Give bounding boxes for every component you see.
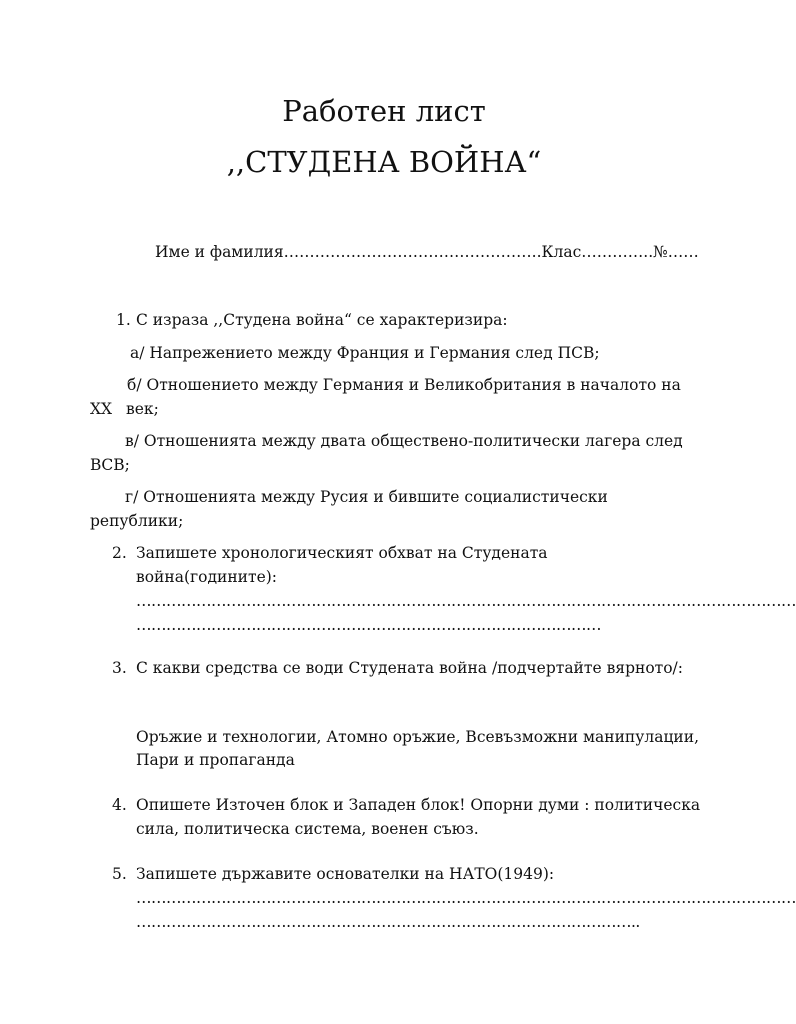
question-2-answer-line-2: …………………………………………………………………………………: [136, 616, 601, 634]
question-2-number: 2.: [112, 544, 127, 562]
question-3-answers-cont: Пари и пропаганда: [136, 751, 295, 769]
question-1-option-d-cont: републики;: [90, 512, 184, 530]
question-4-text: Опишете Източен блок и Западен блок! Опорни думи : политическа: [136, 796, 701, 814]
question-3-answers: Оръжие и технологии, Атомно оръжие, Всевъзможни манипулации,: [136, 728, 700, 746]
name-class-line: Име и фамилия…………………………………………..Клас…………..№……: [155, 243, 699, 261]
question-5-text: Запишете държавите основателки на НАТО(1949):: [136, 865, 555, 883]
worksheet-subtitle: ,,СТУДЕНА ВОЙНА“: [226, 145, 542, 179]
question-1-option-c-cont: ВСВ;: [90, 456, 130, 474]
question-5-answer-line-2: ………………………………………………………………………………………..: [136, 913, 640, 931]
question-4-number: 4.: [112, 796, 127, 814]
worksheet-title: Работен лист: [282, 94, 486, 128]
question-3-text: С какви средства се води Студената война /подчертайте вярното/:: [136, 659, 684, 677]
question-5-number: 5.: [112, 865, 127, 883]
question-1-option-d: г/ Отношенията между Русия и бившите социалистически: [125, 488, 608, 506]
question-1-option-b-cont-b: век;: [126, 400, 159, 418]
question-1-text: С израза ,,Студена война“ се характеризира:: [136, 311, 508, 329]
question-2-text: Запишете хронологическият обхват на Студената: [136, 544, 548, 562]
question-1-option-a: а/ Напрежението между Франция и Германия след ПСВ;: [130, 344, 600, 362]
question-4-text-cont: сила, политическа система, военен съюз.: [136, 820, 479, 838]
question-1-number: 1.: [116, 311, 131, 329]
question-3-number: 3.: [112, 659, 127, 677]
question-1-option-b: б/ Отношението между Германия и Великобритания в началото на: [127, 376, 681, 394]
question-2-answer-line-1: ……………………………………………………………………………………………………………………: [136, 592, 796, 610]
question-1-option-c: в/ Отношенията между двата обществено-политически лагера след: [125, 432, 683, 450]
question-2-text-cont: война(годините):: [136, 568, 278, 586]
question-1-option-b-cont-a: ХХ: [90, 400, 113, 418]
question-5-answer-line-1: ……………………………………………………………………………………………………………………: [136, 889, 796, 907]
